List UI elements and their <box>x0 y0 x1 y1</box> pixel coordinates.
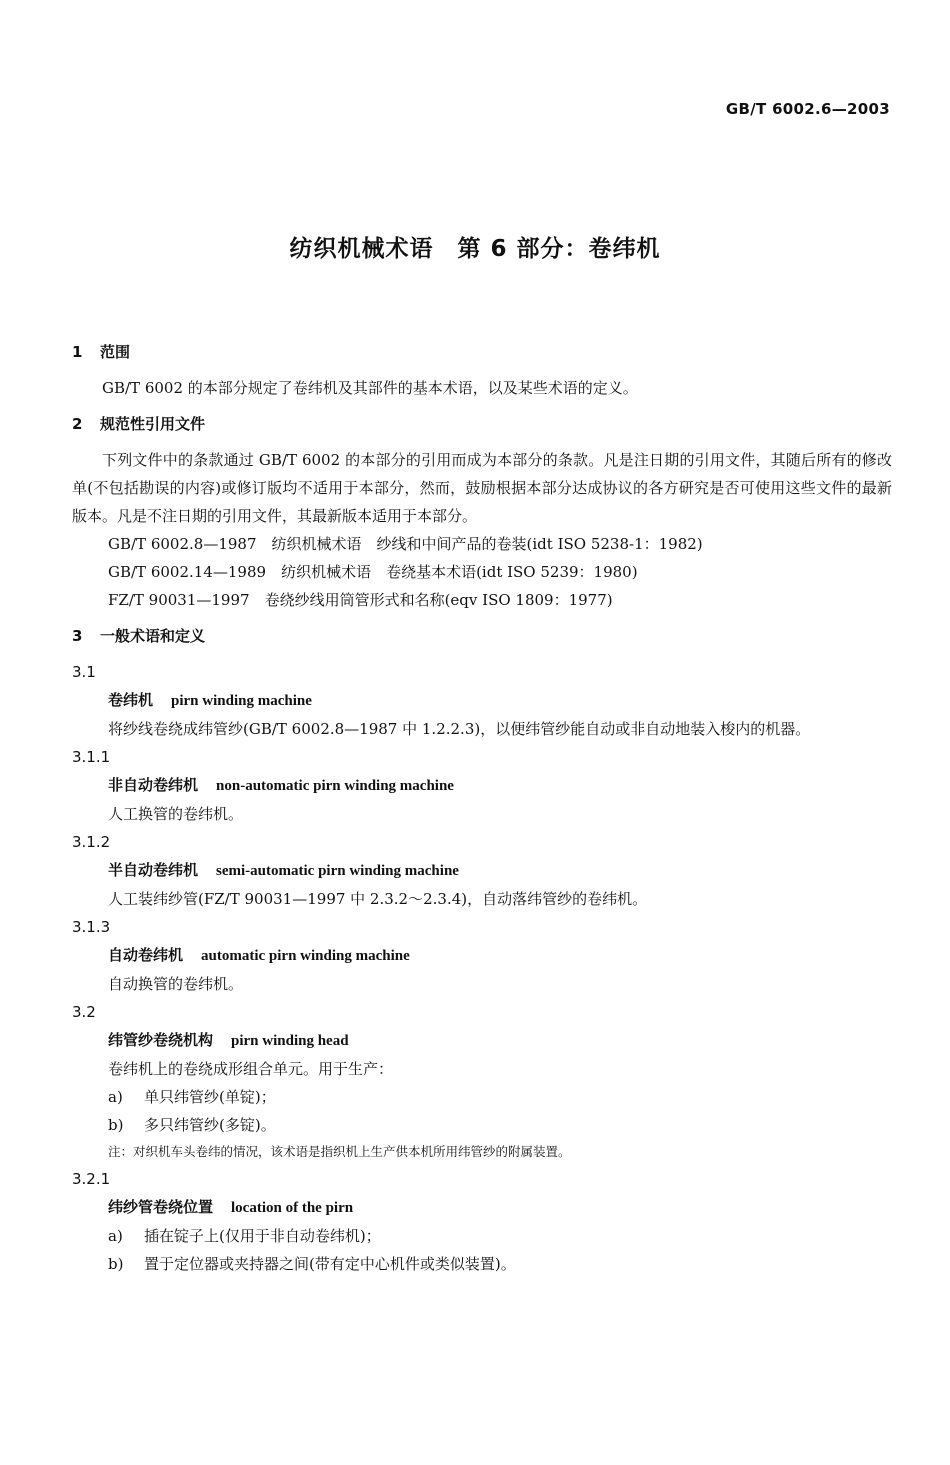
normative-reference <box>72 558 892 586</box>
list-text: 插在锭子上(仅用于非自动卷纬机)； <box>144 1227 381 1245</box>
term-number: 3.1.3 <box>72 918 111 936</box>
section-1-text: GB/T 6002 的本部分规定了卷纬机及其部件的基本术语，以及某些术语的定义。 <box>102 379 638 397</box>
list-text: 单只纬管纱(单锭)； <box>144 1088 276 1106</box>
term-definition: 卷纬机上的卷绕成形组合单元。用于生产： <box>108 1060 394 1078</box>
term-definition: 人工换管的卷纬机。 <box>108 805 244 823</box>
term-number: 3.1.2 <box>72 833 111 851</box>
term-english: pirn winding machine <box>171 693 312 709</box>
standard-code: GB/T 6002.6—2003 <box>725 100 890 118</box>
section-title: 规范性引用文件 <box>100 415 206 433</box>
term-heading <box>72 856 892 885</box>
list-marker: b) <box>108 1116 124 1134</box>
section-title: 范围 <box>100 343 131 361</box>
list-marker: b) <box>108 1255 124 1273</box>
term-heading <box>72 1193 892 1222</box>
normative-reference <box>72 586 892 614</box>
term-heading <box>72 686 892 715</box>
document-title: 纺织机械术语 第 6 部分：卷纬机 <box>289 236 661 262</box>
list-item <box>72 1111 892 1139</box>
term-number: 3.2.1 <box>72 1170 111 1188</box>
term-note: 注：对织机车头卷纬的情况，该术语是指织机上生产供本机所用纬管纱的附属装置。 <box>108 1144 571 1159</box>
section-number: 3 <box>72 627 83 645</box>
section-title: 一般术语和定义 <box>100 627 206 645</box>
list-marker: a) <box>108 1227 123 1245</box>
term-english: location of the pirn <box>231 1200 354 1216</box>
term-heading <box>72 1026 892 1055</box>
normative-reference <box>72 530 892 558</box>
list-item <box>72 1222 892 1250</box>
term-english: semi-automatic pirn winding machine <box>216 863 459 879</box>
term-chinese: 纬管纱卷绕机构 <box>108 1031 214 1049</box>
term-english: non-automatic pirn winding machine <box>216 778 454 794</box>
term-definition: 人工装纬纱管(FZ/T 90031—1997 中 2.3.2～2.3.4)，自动落纬管纱的卷纬机。 <box>108 890 648 908</box>
term-english: automatic pirn winding machine <box>201 948 410 964</box>
term-chinese: 半自动卷纬机 <box>108 861 199 879</box>
term-chinese: 纬纱管卷绕位置 <box>108 1198 214 1216</box>
section-3-heading <box>72 622 892 650</box>
term-number: 3.1.1 <box>72 748 111 766</box>
reference-title: 卷绕纱线用筒管形式和名称(eqv ISO 1809：1977) <box>264 591 613 609</box>
section-1-heading <box>72 338 892 366</box>
term-chinese: 非自动卷纬机 <box>108 776 199 794</box>
section-number: 1 <box>72 343 83 361</box>
reference-title: 纺织机械术语 卷绕基本术语(idt ISO 5239：1980) <box>281 563 638 581</box>
reference-title: 纺织机械术语 纱线和中间产品的卷装(idt ISO 5238-1：1982) <box>271 535 703 553</box>
list-text: 多只纬管纱(多锭)。 <box>144 1116 276 1134</box>
section-2-text: 下列文件中的条款通过 GB/T 6002 的本部分的引用而成为本部分的条款。凡是注日期的引用文件，其随后所有的修改单(不包括勘误的内容)或修订版均不适用于本部分，然而，鼓励根据本部分达成协议的各方研究是否可使用这些文件的最新版本。凡是不注日期的引用文件，其最新版本适用于本部分。 <box>72 451 892 525</box>
section-2-heading <box>72 410 892 438</box>
term-definition: 自动换管的卷纬机。 <box>108 975 244 993</box>
reference-code: GB/T 6002.8—1987 <box>108 535 257 553</box>
list-text: 置于定位器或夹持器之间(带有定中心机件或类似装置)。 <box>144 1255 516 1273</box>
term-english: pirn winding head <box>231 1033 349 1049</box>
list-item <box>72 1250 892 1278</box>
term-chinese: 自动卷纬机 <box>108 946 184 964</box>
term-number: 3.2 <box>72 1003 96 1021</box>
reference-code: FZ/T 90031—1997 <box>108 591 250 609</box>
term-number: 3.1 <box>72 663 96 681</box>
term-chinese: 卷纬机 <box>108 691 154 709</box>
list-marker: a) <box>108 1088 123 1106</box>
document-body <box>72 338 892 1278</box>
list-item <box>72 1083 892 1111</box>
reference-code: GB/T 6002.14—1989 <box>108 563 267 581</box>
term-definition: 将纱线卷绕成纬管纱(GB/T 6002.8—1987 中 1.2.2.3)，以便纬管纱能自动或非自动地装入梭内的机器。 <box>108 720 811 738</box>
term-heading <box>72 941 892 970</box>
term-heading <box>72 771 892 800</box>
section-number: 2 <box>72 415 83 433</box>
